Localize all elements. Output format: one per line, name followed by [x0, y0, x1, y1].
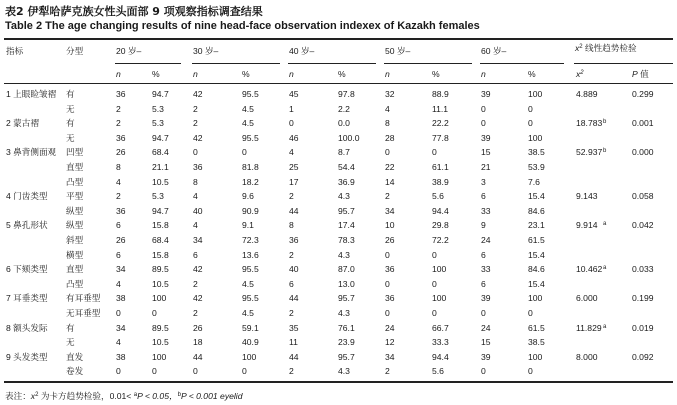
row-value-cell: 4.3	[338, 250, 350, 260]
row-value-cell: 6	[193, 250, 198, 260]
row-value-cell: 0	[528, 308, 533, 318]
subheader-n-20: n	[116, 69, 121, 79]
age-50-underline	[384, 63, 472, 64]
row-value-cell: 10.5	[152, 177, 169, 187]
row-p-value: 0.058	[632, 191, 654, 201]
row-x2-value: 18.783	[576, 118, 603, 128]
row-value-cell: 11	[289, 337, 298, 347]
row-value-cell: 2	[116, 191, 121, 201]
row-value-cell: 94.4	[432, 206, 449, 216]
row-value-cell: 0	[242, 147, 247, 157]
row-value-cell: 40	[193, 206, 203, 216]
row-value-cell: 34	[385, 206, 395, 216]
row-value-cell: 15.4	[528, 250, 545, 260]
row-x2-significance: a	[603, 324, 607, 330]
row-value-cell: 23.9	[338, 337, 355, 347]
row-x2-significance: a	[603, 265, 607, 271]
row-value-cell: 95.5	[242, 89, 259, 99]
row-value-cell: 36	[385, 293, 395, 303]
row-index-label: 2 蒙古褶	[6, 118, 39, 128]
row-x2-sup-wrap	[603, 323, 606, 334]
row-value-cell: 9	[481, 220, 486, 230]
row-value-cell: 13.6	[242, 250, 259, 260]
row-p-value: 0.042	[632, 220, 654, 230]
row-value-cell: 78.3	[338, 235, 355, 245]
subheader-x2: $x^2$	[576, 69, 584, 79]
bottom-rule	[4, 381, 673, 383]
row-value-cell: 8	[289, 220, 294, 230]
row-value-cell: 100	[152, 293, 167, 303]
row-value-cell: 2	[193, 104, 198, 114]
footnote-text-3: P < 0.001 eyelid	[180, 391, 243, 401]
header-age-30: 30 岁–	[193, 46, 219, 56]
row-value-cell: 4	[385, 104, 390, 114]
row-type-label: 有	[66, 118, 75, 128]
row-value-cell: 94.4	[432, 352, 449, 362]
row-index-label: 9 头发类型	[6, 352, 48, 362]
row-value-cell: 34	[116, 264, 126, 274]
row-value-cell: 84.6	[528, 264, 545, 274]
row-type-label: 无耳垂型	[66, 308, 101, 318]
footnote-sup-a: a	[133, 392, 138, 398]
row-value-cell: 0	[385, 308, 390, 318]
row-value-cell: 100	[242, 352, 257, 362]
row-value-cell: 95.7	[338, 206, 355, 216]
row-value-cell: 4	[193, 220, 198, 230]
row-x2-sup-wrap	[603, 220, 606, 231]
row-value-cell: 5.3	[152, 104, 164, 114]
header-age-50: 50 岁–	[385, 46, 411, 56]
row-value-cell: 88.9	[432, 89, 449, 99]
row-value-cell: 2	[116, 104, 121, 114]
row-x2-significance: a	[603, 221, 607, 227]
row-type-label: 横型	[66, 250, 84, 260]
subheader-pct-50: %	[432, 69, 440, 79]
row-value-cell: 0	[432, 308, 437, 318]
row-value-cell: 87.0	[338, 264, 355, 274]
row-p-value: 0.019	[632, 323, 654, 333]
row-value-cell: 36	[193, 162, 203, 172]
row-value-cell: 5.3	[152, 191, 164, 201]
row-x2-value: 10.462	[576, 264, 603, 274]
row-value-cell: 95.7	[338, 293, 355, 303]
row-value-cell: 0	[432, 279, 437, 289]
footnote-prefix: 表注：	[5, 391, 31, 401]
row-type-label: 无	[66, 104, 75, 114]
row-value-cell: 15	[481, 147, 491, 157]
row-value-cell: 0	[528, 366, 533, 376]
row-value-cell: 26	[116, 235, 126, 245]
header-bottom-rule	[4, 83, 673, 84]
row-value-cell: 22.2	[432, 118, 449, 128]
row-value-cell: 61.5	[528, 323, 545, 333]
row-value-cell: 3	[481, 177, 486, 187]
row-value-cell: 26	[193, 323, 203, 333]
row-type-label: 直型	[66, 162, 84, 172]
subheader-pct-40: %	[338, 69, 346, 79]
row-value-cell: 24	[481, 235, 491, 245]
row-type-label: 有	[66, 323, 75, 333]
trend-underline	[574, 63, 673, 64]
row-value-cell: 35	[289, 323, 299, 333]
row-value-cell: 0	[242, 366, 247, 376]
row-value-cell: 8	[385, 118, 390, 128]
row-type-label: 卷发	[66, 366, 84, 376]
header-age-20: 20 岁–	[116, 46, 142, 56]
row-value-cell: 2	[289, 191, 294, 201]
row-value-cell: 39	[481, 133, 491, 143]
row-value-cell: 0	[193, 147, 198, 157]
row-value-cell: 39	[481, 89, 491, 99]
row-value-cell: 36	[116, 206, 126, 216]
footnote-text-2: P < 0.05，	[137, 391, 178, 401]
row-x2-value: 6.000	[576, 293, 598, 303]
row-value-cell: 21.1	[152, 162, 169, 172]
row-value-cell: 13.0	[338, 279, 355, 289]
row-type-label: 凸型	[66, 177, 84, 187]
age-40-underline	[288, 63, 376, 64]
age-20-underline	[115, 63, 181, 64]
row-value-cell: 14	[385, 177, 395, 187]
row-value-cell: 2	[116, 118, 121, 128]
row-value-cell: 28	[385, 133, 395, 143]
header-age-60: 60 岁–	[481, 46, 507, 56]
row-value-cell: 23.1	[528, 220, 545, 230]
row-value-cell: 6	[116, 220, 121, 230]
row-value-cell: 36	[116, 89, 126, 99]
row-value-cell: 100	[528, 352, 543, 362]
row-value-cell: 2	[193, 308, 198, 318]
row-index-label: 7 耳垂类型	[6, 293, 48, 303]
row-value-cell: 4.3	[338, 191, 350, 201]
row-value-cell: 9.6	[242, 191, 254, 201]
row-x2-value: 11.829	[576, 323, 602, 333]
table-caption-en: Table 2 The age changing results of nine head-face observation indexex of Kazakh females	[5, 20, 480, 32]
row-value-cell: 25	[289, 162, 299, 172]
row-value-cell: 0	[481, 366, 486, 376]
row-value-cell: 44	[193, 352, 203, 362]
row-value-cell: 68.4	[152, 147, 169, 157]
row-value-cell: 90.9	[242, 206, 259, 216]
row-value-cell: 34	[193, 235, 203, 245]
row-p-value: 0.199	[632, 293, 654, 303]
row-value-cell: 36	[116, 133, 126, 143]
row-value-cell: 53.9	[528, 162, 545, 172]
row-x2-value: 8.000	[576, 352, 598, 362]
row-x2-sup-wrap	[603, 264, 606, 275]
row-type-label: 直发	[66, 352, 84, 362]
row-value-cell: 2	[193, 279, 198, 289]
header-type: 分型	[66, 46, 84, 56]
row-value-cell: 40	[289, 264, 299, 274]
header-age-40: 40 岁–	[289, 46, 315, 56]
row-value-cell: 42	[193, 264, 203, 274]
subheader-n-40: n	[289, 69, 294, 79]
row-p-value: 0.033	[632, 264, 654, 274]
row-value-cell: 39	[481, 352, 491, 362]
row-value-cell: 0.0	[338, 118, 350, 128]
row-value-cell: 32	[385, 89, 395, 99]
row-value-cell: 4	[116, 279, 121, 289]
row-value-cell: 7.6	[528, 177, 540, 187]
row-value-cell: 81.8	[242, 162, 259, 172]
row-p-value: 0.299	[632, 89, 654, 99]
row-value-cell: 95.5	[242, 133, 259, 143]
row-value-cell: 36.9	[338, 177, 355, 187]
row-x2-significance: b	[603, 148, 607, 154]
row-value-cell: 15.8	[152, 220, 169, 230]
row-value-cell: 1	[289, 104, 294, 114]
row-value-cell: 2	[289, 250, 294, 260]
row-value-cell: 0	[481, 118, 486, 128]
row-value-cell: 9.1	[242, 220, 254, 230]
row-value-cell: 0	[481, 308, 486, 318]
row-value-cell: 38.5	[528, 147, 545, 157]
row-value-cell: 0	[193, 366, 198, 376]
row-value-cell: 2.2	[338, 104, 350, 114]
row-value-cell: 45	[289, 89, 299, 99]
subheader-p: P 值	[632, 69, 649, 79]
row-value-cell: 11.1	[432, 104, 449, 114]
row-value-cell: 100	[432, 293, 447, 303]
row-value-cell: 2	[385, 191, 390, 201]
row-value-cell: 15.8	[152, 250, 169, 260]
row-value-cell: 6	[289, 279, 294, 289]
row-value-cell: 0	[152, 366, 157, 376]
row-value-cell: 0	[385, 279, 390, 289]
row-value-cell: 33	[481, 264, 491, 274]
row-value-cell: 40.9	[242, 337, 259, 347]
row-value-cell: 66.7	[432, 323, 449, 333]
row-value-cell: 4.3	[338, 308, 350, 318]
row-value-cell: 42	[193, 293, 203, 303]
row-type-label: 纵型	[66, 220, 84, 230]
row-value-cell: 89.5	[152, 323, 169, 333]
row-value-cell: 97.8	[338, 89, 355, 99]
row-value-cell: 24	[385, 323, 395, 333]
row-value-cell: 36	[289, 235, 299, 245]
row-value-cell: 94.7	[152, 133, 169, 143]
row-value-cell: 100	[152, 352, 167, 362]
row-value-cell: 36	[385, 264, 395, 274]
row-index-label: 3 鼻背侧面观	[6, 147, 57, 157]
row-value-cell: 18	[193, 337, 203, 347]
row-value-cell: 0	[152, 308, 157, 318]
row-x2-sup-wrap	[603, 118, 606, 129]
row-value-cell: 100	[528, 293, 543, 303]
row-value-cell: 94.7	[152, 206, 169, 216]
row-value-cell: 4	[289, 147, 294, 157]
row-value-cell: 72.2	[432, 235, 449, 245]
row-value-cell: 0	[385, 147, 390, 157]
row-index-label: 5 鼻孔形状	[6, 220, 48, 230]
row-value-cell: 4	[116, 337, 121, 347]
row-type-label: 无	[66, 337, 75, 347]
row-value-cell: 95.7	[338, 352, 355, 362]
row-type-label: 凹型	[66, 147, 84, 157]
subheader-n-50: n	[385, 69, 390, 79]
row-value-cell: 0	[481, 104, 486, 114]
row-value-cell: 61.5	[528, 235, 545, 245]
row-value-cell: 33.3	[432, 337, 449, 347]
row-value-cell: 5.6	[432, 366, 444, 376]
row-x2-sup-wrap	[603, 147, 606, 158]
row-index-label: 8 额头发际	[6, 323, 48, 333]
row-value-cell: 8	[116, 162, 121, 172]
row-p-value: 0.001	[632, 118, 654, 128]
row-value-cell: 24	[481, 323, 491, 333]
row-value-cell: 44	[289, 352, 299, 362]
subheader-n-60: n	[481, 69, 486, 79]
header-index: 指标	[6, 46, 24, 56]
row-value-cell: 100	[432, 264, 447, 274]
row-value-cell: 10.5	[152, 279, 169, 289]
row-value-cell: 17.4	[338, 220, 355, 230]
row-value-cell: 10.5	[152, 337, 169, 347]
table-footnote: 表注：$x^2$ 为卡方趋势检验，0.01< $^a$P < 0.05，$^b$P < 0.001 eyelid	[5, 391, 243, 401]
footnote-text-1: 为卡方趋势检验，0.01<	[38, 391, 134, 401]
row-value-cell: 18.2	[242, 177, 259, 187]
row-value-cell: 84.6	[528, 206, 545, 216]
row-value-cell: 4.5	[242, 118, 254, 128]
row-value-cell: 0	[116, 366, 121, 376]
row-value-cell: 38	[116, 293, 126, 303]
subheader-pct-20: %	[152, 69, 160, 79]
row-value-cell: 0	[528, 118, 533, 128]
row-value-cell: 61.1	[432, 162, 449, 172]
row-value-cell: 15.4	[528, 191, 545, 201]
row-value-cell: 76.1	[338, 323, 355, 333]
row-value-cell: 8.7	[338, 147, 350, 157]
row-value-cell: 2	[289, 308, 294, 318]
row-value-cell: 5.3	[152, 118, 164, 128]
row-x2-value: 52.937	[576, 147, 603, 157]
row-value-cell: 100	[528, 89, 543, 99]
header-trend: $x^2$ 线性趋势检验	[575, 43, 637, 53]
row-value-cell: 46	[289, 133, 299, 143]
row-value-cell: 100.0	[338, 133, 360, 143]
row-value-cell: 44	[289, 293, 299, 303]
row-value-cell: 34	[116, 323, 126, 333]
row-value-cell: 42	[193, 133, 203, 143]
subheader-pct-30: %	[242, 69, 250, 79]
row-value-cell: 29.8	[432, 220, 449, 230]
row-value-cell: 68.4	[152, 235, 169, 245]
row-value-cell: 100	[528, 133, 543, 143]
row-value-cell: 38.5	[528, 337, 545, 347]
row-value-cell: 2	[193, 118, 198, 128]
row-value-cell: 39	[481, 293, 491, 303]
row-x2-value: 9.143	[576, 191, 598, 201]
row-value-cell: 34	[385, 352, 395, 362]
row-value-cell: 42	[193, 89, 203, 99]
row-value-cell: 77.8	[432, 133, 449, 143]
row-value-cell: 4.5	[242, 104, 254, 114]
row-value-cell: 15.4	[528, 279, 545, 289]
row-value-cell: 4.5	[242, 279, 254, 289]
row-type-label: 平型	[66, 191, 84, 201]
row-p-value: 0.000	[632, 147, 654, 157]
row-value-cell: 0	[116, 308, 121, 318]
row-value-cell: 4	[116, 177, 121, 187]
row-value-cell: 21	[481, 162, 491, 172]
row-value-cell: 59.1	[242, 323, 259, 333]
top-rule	[4, 38, 673, 40]
row-value-cell: 6	[481, 191, 486, 201]
row-value-cell: 4.3	[338, 366, 350, 376]
row-value-cell: 22	[385, 162, 395, 172]
row-type-label: 有	[66, 89, 75, 99]
subheader-n-30: n	[193, 69, 198, 79]
row-value-cell: 0	[432, 250, 437, 260]
row-value-cell: 94.7	[152, 89, 169, 99]
row-value-cell: 12	[385, 337, 395, 347]
row-p-value: 0.092	[632, 352, 654, 362]
row-value-cell: 0	[289, 118, 294, 128]
footnote-sup-b: b	[177, 392, 181, 398]
row-value-cell: 38.9	[432, 177, 449, 187]
row-x2-value: 4.889	[576, 89, 598, 99]
row-value-cell: 2	[289, 366, 294, 376]
row-value-cell: 95.5	[242, 264, 259, 274]
row-value-cell: 8	[193, 177, 198, 187]
row-type-label: 有耳垂型	[66, 293, 101, 303]
row-type-label: 凸型	[66, 279, 84, 289]
row-value-cell: 33	[481, 206, 491, 216]
row-value-cell: 0	[528, 104, 533, 114]
row-type-label: 纵型	[66, 206, 84, 216]
row-value-cell: 4	[193, 191, 198, 201]
age-30-underline	[192, 63, 280, 64]
row-index-label: 6 下颏类型	[6, 264, 48, 274]
row-value-cell: 6	[481, 250, 486, 260]
row-value-cell: 2	[385, 366, 390, 376]
row-x2-value: 9.914	[576, 220, 598, 230]
row-value-cell: 6	[481, 279, 486, 289]
row-value-cell: 72.3	[242, 235, 259, 245]
row-value-cell: 6	[116, 250, 121, 260]
row-x2-significance: b	[603, 119, 607, 125]
row-type-label: 无	[66, 133, 75, 143]
row-value-cell: 0	[385, 250, 390, 260]
row-value-cell: 44	[289, 206, 299, 216]
row-value-cell: 0	[432, 147, 437, 157]
row-type-label: 直型	[66, 264, 84, 274]
row-value-cell: 26	[385, 235, 395, 245]
row-value-cell: 95.5	[242, 293, 259, 303]
table-caption-cn: 表2 伊犁哈萨克族女性头面部 9 项观察指标调查结果	[5, 5, 263, 18]
age-60-underline	[480, 63, 564, 64]
row-index-label: 1 上眼睑皱褶	[6, 89, 57, 99]
row-value-cell: 17	[289, 177, 299, 187]
subheader-pct-60: %	[528, 69, 536, 79]
row-index-label: 4 门齿类型	[6, 191, 48, 201]
row-value-cell: 5.6	[432, 191, 444, 201]
row-type-label: 斜型	[66, 235, 84, 245]
row-value-cell: 89.5	[152, 264, 169, 274]
row-value-cell: 54.4	[338, 162, 355, 172]
row-value-cell: 26	[116, 147, 126, 157]
row-value-cell: 10	[385, 220, 395, 230]
row-value-cell: 38	[116, 352, 126, 362]
row-value-cell: 15	[481, 337, 491, 347]
row-value-cell: 4.5	[242, 308, 254, 318]
